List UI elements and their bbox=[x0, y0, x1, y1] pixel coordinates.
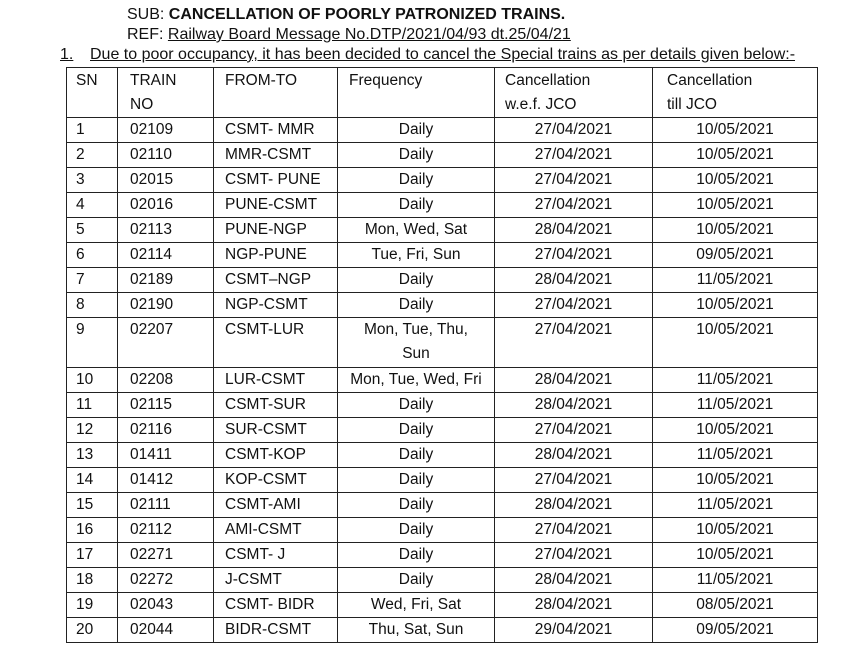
cell-frequency: Daily bbox=[338, 143, 495, 168]
cell-sn: 6 bbox=[67, 243, 118, 268]
reference-text: Railway Board Message No.DTP/2021/04/93 dt.25/04/21 bbox=[167, 26, 571, 43]
cell-train-no: 01412 bbox=[118, 468, 214, 493]
cell-frequency: Daily bbox=[338, 443, 495, 468]
cell-train-no: 02043 bbox=[118, 593, 214, 618]
cell-train-no: 02115 bbox=[118, 393, 214, 418]
cell-from-to: CSMT- PUNE bbox=[214, 168, 338, 193]
cell-cancel-from: 28/04/2021 bbox=[495, 593, 653, 618]
cell-cancel-from: 28/04/2021 bbox=[495, 443, 653, 468]
cell-from-to: CSMT-LUR bbox=[214, 318, 338, 368]
cell-sn: 17 bbox=[67, 543, 118, 568]
cell-cancel-till: 09/05/2021 bbox=[653, 243, 818, 268]
cell-sn: 14 bbox=[67, 468, 118, 493]
col-header-frequency: Frequency bbox=[338, 68, 495, 118]
cell-sn: 12 bbox=[67, 418, 118, 443]
cell-cancel-till: 10/05/2021 bbox=[653, 143, 818, 168]
cell-train-no: 02111 bbox=[118, 493, 214, 518]
cell-frequency: Daily bbox=[338, 118, 495, 143]
table-row bbox=[67, 268, 818, 293]
cell-train-no: 02189 bbox=[118, 268, 214, 293]
cell-sn: 10 bbox=[67, 368, 118, 393]
cell-frequency: Daily bbox=[338, 568, 495, 593]
cell-train-no: 02114 bbox=[118, 243, 214, 268]
cell-from-to: CSMT- BIDR bbox=[214, 593, 338, 618]
col-header-cancellation-from: Cancellation w.e.f. JCO bbox=[495, 68, 653, 118]
intro-paragraph bbox=[60, 45, 795, 65]
table-row bbox=[67, 243, 818, 268]
subject-text: CANCELLATION OF POORLY PATRONIZED TRAINS. bbox=[168, 6, 566, 23]
cell-frequency: Daily bbox=[338, 393, 495, 418]
cell-frequency: Daily bbox=[338, 418, 495, 443]
cell-train-no: 02116 bbox=[118, 418, 214, 443]
col-header-from-to: FROM-TO bbox=[214, 68, 338, 118]
cell-from-to: CSMT-AMI bbox=[214, 493, 338, 518]
cell-from-to: J-CSMT bbox=[214, 568, 338, 593]
cell-cancel-from: 27/04/2021 bbox=[495, 193, 653, 218]
reference-label: REF: bbox=[127, 26, 164, 43]
cell-sn: 8 bbox=[67, 293, 118, 318]
cell-cancel-till: 11/05/2021 bbox=[653, 393, 818, 418]
cell-cancel-till: 11/05/2021 bbox=[653, 443, 818, 468]
cell-frequency: Daily bbox=[338, 518, 495, 543]
cell-frequency: Daily bbox=[338, 293, 495, 318]
cell-frequency bbox=[338, 318, 495, 368]
cell-cancel-till: 09/05/2021 bbox=[653, 618, 818, 643]
intro-number: 1. bbox=[60, 46, 74, 63]
cell-cancel-from: 27/04/2021 bbox=[495, 168, 653, 193]
cell-train-no: 02110 bbox=[118, 143, 214, 168]
col-header-train-no: TRAIN NO bbox=[118, 68, 214, 118]
table-row bbox=[67, 368, 818, 393]
cell-train-no: 02190 bbox=[118, 293, 214, 318]
cell-frequency: Daily bbox=[338, 543, 495, 568]
table-header-row bbox=[67, 68, 818, 118]
cell-sn: 16 bbox=[67, 518, 118, 543]
cell-cancel-till: 10/05/2021 bbox=[653, 518, 818, 543]
reference-line bbox=[127, 25, 571, 45]
cell-cancel-from: 27/04/2021 bbox=[495, 318, 653, 368]
cell-sn: 5 bbox=[67, 218, 118, 243]
cell-frequency: Daily bbox=[338, 268, 495, 293]
cell-sn: 13 bbox=[67, 443, 118, 468]
cell-sn: 15 bbox=[67, 493, 118, 518]
cell-sn: 3 bbox=[67, 168, 118, 193]
cell-sn: 9 bbox=[67, 318, 118, 368]
cell-cancel-till: 10/05/2021 bbox=[653, 118, 818, 143]
cell-frequency: Daily bbox=[338, 468, 495, 493]
cell-from-to: CSMT-KOP bbox=[214, 443, 338, 468]
table-row bbox=[67, 393, 818, 418]
cell-sn: 2 bbox=[67, 143, 118, 168]
table-row bbox=[67, 193, 818, 218]
cell-cancel-from: 27/04/2021 bbox=[495, 543, 653, 568]
cell-cancel-from: 29/04/2021 bbox=[495, 618, 653, 643]
cell-sn: 7 bbox=[67, 268, 118, 293]
cell-cancel-from: 28/04/2021 bbox=[495, 493, 653, 518]
cell-cancel-from: 28/04/2021 bbox=[495, 393, 653, 418]
cell-train-no: 01411 bbox=[118, 443, 214, 468]
cell-cancel-till: 10/05/2021 bbox=[653, 418, 818, 443]
cell-from-to: PUNE-NGP bbox=[214, 218, 338, 243]
cell-from-to: CSMT- J bbox=[214, 543, 338, 568]
table-row bbox=[67, 168, 818, 193]
table-row bbox=[67, 318, 818, 368]
table-row bbox=[67, 543, 818, 568]
table-row bbox=[67, 443, 818, 468]
cell-frequency: Thu, Sat, Sun bbox=[338, 618, 495, 643]
cell-train-no: 02016 bbox=[118, 193, 214, 218]
cell-cancel-from: 28/04/2021 bbox=[495, 218, 653, 243]
cell-frequency: Tue, Fri, Sun bbox=[338, 243, 495, 268]
cell-cancel-from: 27/04/2021 bbox=[495, 518, 653, 543]
cell-cancel-till: 10/05/2021 bbox=[653, 193, 818, 218]
col-header-sn: SN bbox=[67, 68, 118, 118]
cell-sn: 11 bbox=[67, 393, 118, 418]
subject-line bbox=[127, 5, 565, 25]
cell-from-to: MMR-CSMT bbox=[214, 143, 338, 168]
cell-cancel-till: 08/05/2021 bbox=[653, 593, 818, 618]
cell-sn: 4 bbox=[67, 193, 118, 218]
cell-train-no: 02112 bbox=[118, 518, 214, 543]
table-row bbox=[67, 293, 818, 318]
cell-from-to: CSMT- MMR bbox=[214, 118, 338, 143]
cell-frequency: Wed, Fri, Sat bbox=[338, 593, 495, 618]
table-row bbox=[67, 618, 818, 643]
table-row bbox=[67, 568, 818, 593]
table-row bbox=[67, 218, 818, 243]
cell-cancel-till: 11/05/2021 bbox=[653, 268, 818, 293]
intro-text: Due to poor occupancy, it has been decided to cancel the Special trains as per details given below:- bbox=[90, 46, 796, 63]
cell-train-no: 02015 bbox=[118, 168, 214, 193]
cell-frequency: Daily bbox=[338, 493, 495, 518]
table-row bbox=[67, 468, 818, 493]
cell-train-no: 02208 bbox=[118, 368, 214, 393]
cell-from-to: PUNE-CSMT bbox=[214, 193, 338, 218]
cell-frequency: Mon, Tue, Wed, Fri bbox=[338, 368, 495, 393]
cell-cancel-from: 28/04/2021 bbox=[495, 568, 653, 593]
cell-train-no: 02271 bbox=[118, 543, 214, 568]
cell-sn: 1 bbox=[67, 118, 118, 143]
cell-train-no: 02207 bbox=[118, 318, 214, 368]
cell-sn: 19 bbox=[67, 593, 118, 618]
cell-cancel-till: 10/05/2021 bbox=[653, 218, 818, 243]
cell-cancel-from: 27/04/2021 bbox=[495, 418, 653, 443]
table-row bbox=[67, 518, 818, 543]
cell-cancel-from: 27/04/2021 bbox=[495, 293, 653, 318]
cell-cancel-from: 27/04/2021 bbox=[495, 118, 653, 143]
cell-from-to: CSMT–NGP bbox=[214, 268, 338, 293]
cell-sn: 20 bbox=[67, 618, 118, 643]
cell-cancel-from: 27/04/2021 bbox=[495, 143, 653, 168]
cell-frequency: Daily bbox=[338, 193, 495, 218]
table-row bbox=[67, 493, 818, 518]
cell-cancel-till: 10/05/2021 bbox=[653, 293, 818, 318]
cell-cancel-from: 27/04/2021 bbox=[495, 468, 653, 493]
cell-frequency: Mon, Wed, Sat bbox=[338, 218, 495, 243]
table-row bbox=[67, 593, 818, 618]
frequency-line-1: Mon, Tue, Thu, bbox=[364, 321, 468, 338]
cell-from-to: CSMT-SUR bbox=[214, 393, 338, 418]
cell-train-no: 02113 bbox=[118, 218, 214, 243]
col-header-cancellation-till: Cancellation till JCO bbox=[653, 68, 818, 118]
cell-cancel-from: 28/04/2021 bbox=[495, 268, 653, 293]
cell-cancel-till: 10/05/2021 bbox=[653, 318, 818, 368]
cell-from-to: NGP-CSMT bbox=[214, 293, 338, 318]
cell-cancel-till: 10/05/2021 bbox=[653, 168, 818, 193]
cell-from-to: SUR-CSMT bbox=[214, 418, 338, 443]
table-row bbox=[67, 118, 818, 143]
cell-sn: 18 bbox=[67, 568, 118, 593]
cell-cancel-till: 10/05/2021 bbox=[653, 543, 818, 568]
cell-cancel-from: 28/04/2021 bbox=[495, 368, 653, 393]
cell-train-no: 02044 bbox=[118, 618, 214, 643]
cell-from-to: LUR-CSMT bbox=[214, 368, 338, 393]
cell-from-to: KOP-CSMT bbox=[214, 468, 338, 493]
cell-cancel-till: 10/05/2021 bbox=[653, 468, 818, 493]
frequency-line-2: Sun bbox=[402, 345, 430, 362]
table-row bbox=[67, 143, 818, 168]
cell-train-no: 02272 bbox=[118, 568, 214, 593]
subject-label: SUB: bbox=[127, 6, 165, 23]
table-row bbox=[67, 418, 818, 443]
cell-from-to: AMI-CSMT bbox=[214, 518, 338, 543]
cell-frequency: Daily bbox=[338, 168, 495, 193]
cell-train-no: 02109 bbox=[118, 118, 214, 143]
cell-cancel-till: 11/05/2021 bbox=[653, 493, 818, 518]
cell-cancel-from: 27/04/2021 bbox=[495, 243, 653, 268]
cell-cancel-till: 11/05/2021 bbox=[653, 368, 818, 393]
cell-from-to: NGP-PUNE bbox=[214, 243, 338, 268]
cell-from-to: BIDR-CSMT bbox=[214, 618, 338, 643]
cell-cancel-till: 11/05/2021 bbox=[653, 568, 818, 593]
train-cancellation-table bbox=[66, 67, 818, 643]
